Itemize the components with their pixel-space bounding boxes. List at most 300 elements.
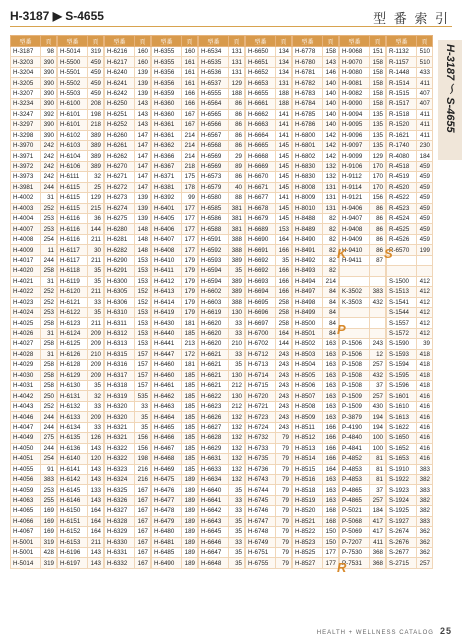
table-row	[152, 516, 198, 526]
page-number-cell: 30	[88, 245, 104, 255]
table-row	[58, 558, 104, 568]
page-number-cell: 153	[276, 224, 292, 234]
page-number-cell: 389	[88, 130, 104, 140]
model-number: H-6100	[58, 99, 88, 109]
page-number-cell: 168	[323, 516, 339, 526]
page-number-cell: 417	[370, 527, 386, 537]
page-number-cell: 166	[276, 287, 292, 297]
column-header-page: 頁	[41, 36, 57, 47]
model-number: P-4853	[340, 464, 370, 474]
page-number-cell: 185	[182, 433, 198, 443]
model-number: H-8501	[293, 328, 323, 338]
page-number-cell: 211	[88, 287, 104, 297]
model-number: H-6366	[152, 151, 182, 161]
page-number-cell: 131	[323, 203, 339, 213]
model-number: H-6642	[199, 506, 229, 516]
table-row	[105, 516, 151, 526]
table-row	[105, 433, 151, 443]
table-row	[387, 349, 433, 359]
table-row	[199, 558, 245, 568]
page-number-cell: 214	[182, 130, 198, 140]
page-number-cell: 35	[229, 548, 245, 558]
model-number: S-1622	[387, 422, 417, 432]
model-number: H-6462	[152, 391, 182, 401]
page-number-cell: 166	[276, 266, 292, 276]
page-number-cell: 258	[276, 297, 292, 307]
table-row	[340, 151, 386, 161]
model-number: H-4047	[11, 422, 41, 432]
page-number-cell: 153	[135, 318, 151, 328]
model-number: H-6778	[293, 47, 323, 57]
model-number: H-4059	[11, 485, 41, 495]
table-row	[105, 255, 151, 265]
table-row	[340, 485, 386, 495]
page-range: H-3187 ▶ S-4655	[10, 9, 104, 23]
page-number-cell: 416	[417, 454, 433, 464]
table-row	[293, 401, 339, 411]
page-number-cell: 177	[182, 214, 198, 224]
page-number-cell: 79	[276, 443, 292, 453]
model-number: R-6570	[387, 245, 417, 255]
page-number-cell: 166	[323, 422, 339, 432]
table-row	[11, 328, 57, 338]
page-number-cell: 82	[323, 234, 339, 244]
page-number-cell: 209	[88, 370, 104, 380]
page-number-cell: 389	[88, 140, 104, 150]
table-row	[293, 161, 339, 171]
model-number: H-6535	[199, 57, 229, 67]
table-row	[58, 172, 104, 182]
table-row	[340, 537, 386, 547]
page-number-cell: 35	[229, 266, 245, 276]
model-number: H-6280	[105, 224, 135, 234]
model-number: H-4066	[11, 516, 41, 526]
table-row	[293, 443, 339, 453]
page-number-cell: 390	[41, 67, 57, 77]
table-row	[58, 287, 104, 297]
model-number: H-8492	[293, 255, 323, 265]
table-row	[199, 67, 245, 77]
page-number-cell: 412	[417, 307, 433, 317]
page-number-cell: 253	[41, 214, 57, 224]
model-number: H-6627	[199, 422, 229, 432]
model-number: P-7531	[340, 558, 370, 568]
page-number-cell: 79	[276, 474, 292, 484]
model-number: H-6291	[105, 266, 135, 276]
table-row	[199, 339, 245, 349]
model-number: S-1652	[387, 443, 417, 453]
table-row	[246, 214, 292, 224]
page-number-cell: 208	[88, 99, 104, 109]
page-number-cell: 164	[323, 464, 339, 474]
page-number-cell: 242	[41, 140, 57, 150]
model-number: H-6151	[58, 516, 88, 526]
model-number: H-9410	[340, 245, 370, 255]
table-row	[152, 506, 198, 516]
page-number-cell: 388	[229, 297, 245, 307]
page-number-cell: 84	[323, 328, 339, 338]
page-number-cell: 33	[229, 506, 245, 516]
table-row	[340, 360, 386, 370]
page-number-cell: 179	[182, 266, 198, 276]
table-row	[293, 276, 339, 286]
table-row	[199, 370, 245, 380]
page-number-cell: 459	[417, 234, 433, 244]
table-row	[105, 57, 151, 67]
table-row	[58, 443, 104, 453]
table-row	[58, 203, 104, 213]
table-row	[11, 339, 57, 349]
table-row	[340, 67, 386, 77]
page-number-cell: 188	[276, 88, 292, 98]
table-row	[105, 287, 151, 297]
page-number-cell: 258	[41, 370, 57, 380]
page-number-cell: 145	[276, 182, 292, 192]
page-number-cell: 151	[370, 47, 386, 57]
page-number-cell: 153	[135, 276, 151, 286]
page-number-cell: 81	[370, 474, 386, 484]
page-number-cell: 158	[370, 57, 386, 67]
table-row	[293, 255, 339, 265]
model-number: H-6628	[199, 433, 229, 443]
column-header-model: 型番	[152, 36, 182, 47]
table-row	[246, 412, 292, 422]
table-row	[152, 381, 198, 391]
table-row	[246, 454, 292, 464]
table-row	[340, 130, 386, 140]
table-row	[293, 130, 339, 140]
table-row	[105, 224, 151, 234]
table-row	[340, 495, 386, 505]
page-number-cell: 143	[88, 558, 104, 568]
table-row	[11, 516, 57, 526]
page-number-cell: 175	[182, 172, 198, 182]
page-number-cell: 389	[229, 276, 245, 286]
model-number: H-9095	[340, 120, 370, 130]
table-row	[199, 485, 245, 495]
page-number-cell: 158	[323, 47, 339, 57]
table-row	[11, 433, 57, 443]
table-row	[152, 360, 198, 370]
table-row	[293, 297, 339, 307]
model-number: H-6723	[246, 412, 276, 422]
table-row	[58, 360, 104, 370]
table-row	[387, 433, 433, 443]
table-row	[58, 224, 104, 234]
table-row	[293, 537, 339, 547]
table-row	[105, 474, 151, 484]
model-number: H-6359	[152, 88, 182, 98]
table-row	[199, 161, 245, 171]
page-number-cell: 156	[370, 193, 386, 203]
table-row	[11, 391, 57, 401]
model-number: H-6153	[58, 537, 88, 547]
page-number-cell: 139	[135, 88, 151, 98]
table-row	[152, 203, 198, 213]
model-number: H-6321	[105, 433, 135, 443]
table-row	[105, 130, 151, 140]
model-number: H-6670	[246, 172, 276, 182]
model-number: H-6360	[152, 109, 182, 119]
column-header-model: 型番	[11, 36, 41, 47]
page-number-cell: 35	[229, 516, 245, 526]
page-number-cell: 254	[41, 234, 57, 244]
table-row	[199, 443, 245, 453]
page-number-cell: 157	[135, 370, 151, 380]
table-row	[152, 495, 198, 505]
model-number: H-6603	[199, 297, 229, 307]
model-number: H-6381	[152, 182, 182, 192]
page-number-cell: 252	[41, 297, 57, 307]
page-number-cell: 130	[229, 370, 245, 380]
page-number-cell: 244	[41, 412, 57, 422]
table-row	[340, 412, 386, 422]
page-number-cell: 84	[323, 307, 339, 317]
model-number: P-4840	[340, 433, 370, 443]
model-number: H-6641	[199, 495, 229, 505]
page-number-cell: 185	[182, 443, 198, 453]
table-row	[340, 120, 386, 130]
table-row	[58, 537, 104, 547]
page-number-cell: 25	[88, 182, 104, 192]
page-number-cell: 252	[41, 287, 57, 297]
page-number-cell: 244	[41, 255, 57, 265]
page-number-cell: 253	[41, 307, 57, 317]
page-number-cell: 89	[229, 161, 245, 171]
model-number: H-8500	[293, 318, 323, 328]
table-row	[58, 276, 104, 286]
model-number: H-6647	[199, 548, 229, 558]
page-number-cell: 214	[182, 151, 198, 161]
table-row	[246, 516, 292, 526]
model-number: R-1517	[387, 99, 417, 109]
model-number: H-6320	[105, 412, 135, 422]
page-number-cell: 79	[276, 558, 292, 568]
side-tab-label: H-3187 ～ S-4655	[444, 44, 456, 133]
model-number: H-5500	[58, 57, 88, 67]
table-row	[246, 485, 292, 495]
table-row	[11, 67, 57, 77]
table-row	[199, 99, 245, 109]
model-number: H-6620	[199, 318, 229, 328]
table-row	[152, 412, 198, 422]
page-number-cell: 189	[182, 495, 198, 505]
table-row	[152, 339, 198, 349]
model-number: H-6270	[105, 161, 135, 171]
table-row	[11, 464, 57, 474]
model-number: P-5068	[340, 516, 370, 526]
page-number-cell: 218	[88, 120, 104, 130]
table-row	[152, 47, 198, 57]
page-number-cell: 258	[276, 307, 292, 317]
table-row	[293, 214, 339, 224]
page-number-cell: 188	[229, 88, 245, 98]
page-number-cell: 194	[370, 412, 386, 422]
table-row	[152, 172, 198, 182]
model-number: H-4065	[11, 506, 41, 516]
model-number: H-6319	[105, 391, 135, 401]
table-row	[340, 381, 386, 391]
model-number: H-8494	[293, 276, 323, 286]
model-number: H-4056	[11, 474, 41, 484]
page-number-cell: 383	[417, 485, 433, 495]
model-number	[340, 307, 370, 317]
table-row	[105, 182, 151, 192]
table-row	[387, 224, 433, 234]
page-number-cell: 33	[229, 537, 245, 547]
page-number-cell: 388	[229, 234, 245, 244]
model-number: H-6565	[199, 109, 229, 119]
model-number: H-8525	[293, 548, 323, 558]
page-number-cell: 139	[135, 203, 151, 213]
model-number: H-4055	[11, 464, 41, 474]
page-number-cell: 144	[276, 339, 292, 349]
page-number-cell: 167	[135, 495, 151, 505]
page-number-cell: 153	[135, 266, 151, 276]
model-number: H-6469	[152, 464, 182, 474]
page-number-cell: 179	[182, 287, 198, 297]
table-row	[293, 182, 339, 192]
model-number: H-6101	[58, 120, 88, 130]
page-number-cell: 33	[88, 297, 104, 307]
page-number-cell: 188	[276, 99, 292, 109]
model-number: H-4009	[11, 245, 41, 255]
page-number-cell: 253	[41, 485, 57, 495]
model-number: H-6401	[152, 203, 182, 213]
model-number: H-6463	[152, 401, 182, 411]
table-row	[340, 548, 386, 558]
page-number-cell: 33	[135, 401, 151, 411]
page-number-cell: 82	[323, 224, 339, 234]
page-number-cell: 407	[417, 88, 433, 98]
model-number: H-6478	[152, 506, 182, 516]
table-row	[11, 370, 57, 380]
page-number-cell: 381	[229, 214, 245, 224]
column-header-model: 型番	[340, 36, 370, 47]
model-number: H-6318	[105, 381, 135, 391]
page-number-cell: 146	[323, 67, 339, 77]
model-number: S-2674	[387, 527, 417, 537]
table-row	[11, 130, 57, 140]
index-column-9	[386, 35, 433, 569]
model-number: H-8490	[293, 234, 323, 244]
model-number: H-6371	[152, 172, 182, 182]
table-row	[11, 224, 57, 234]
table-row	[340, 245, 386, 255]
model-number: H-6260	[105, 130, 135, 140]
model-number: P-1506	[340, 339, 370, 349]
model-number: H-6693	[246, 276, 276, 286]
table-row	[199, 234, 245, 244]
page-number-cell: 135	[370, 109, 386, 119]
model-number: H-6355	[152, 47, 182, 57]
table-row	[105, 245, 151, 255]
model-number: H-6800	[293, 130, 323, 140]
page-number-cell: 185	[182, 381, 198, 391]
page-header	[0, 0, 462, 30]
page-number-cell: 185	[182, 328, 198, 338]
table-row	[246, 328, 292, 338]
model-number: P-3879	[340, 412, 370, 422]
table-row	[340, 57, 386, 67]
table-row	[387, 474, 433, 484]
page-number-cell: 212	[229, 381, 245, 391]
page-number-cell: 163	[323, 401, 339, 411]
page-number-cell: 131	[276, 78, 292, 88]
table-row	[11, 412, 57, 422]
page-number-cell: 189	[182, 527, 198, 537]
table-row	[246, 130, 292, 140]
table-row	[152, 234, 198, 244]
model-number: H-6592	[199, 245, 229, 255]
table-row	[293, 318, 339, 328]
page-number-cell: 257	[370, 391, 386, 401]
table-row	[246, 307, 292, 317]
model-number: H-4026	[11, 328, 41, 338]
table-row	[199, 203, 245, 213]
model-number: H-6328	[105, 516, 135, 526]
model-number: H-6588	[199, 224, 229, 234]
model-number: H-9114	[340, 182, 370, 192]
page-number-cell: 181	[182, 360, 198, 370]
model-number: H-6408	[152, 245, 182, 255]
table-row	[387, 370, 433, 380]
model-number: S-1500	[387, 276, 417, 286]
table-row	[340, 88, 386, 98]
page-number-cell: 389	[88, 161, 104, 171]
table-row	[58, 506, 104, 516]
model-number: H-4046	[11, 412, 41, 422]
table-row	[246, 339, 292, 349]
model-number: H-6585	[199, 203, 229, 213]
table-row	[199, 506, 245, 516]
page-number-cell: 189	[182, 516, 198, 526]
table-row	[387, 172, 433, 182]
page-number-cell: 216	[135, 474, 151, 484]
page-number-cell: 211	[88, 537, 104, 547]
table-row	[58, 349, 104, 359]
page-number-cell: 33	[229, 318, 245, 328]
table-row	[105, 548, 151, 558]
model-number: H-6733	[246, 443, 276, 453]
page-number-cell: 79	[276, 537, 292, 547]
page-number-cell: 147	[135, 172, 151, 182]
page-number-cell: 98	[41, 47, 57, 57]
page-number-cell: 166	[323, 454, 339, 464]
model-number: R-1515	[387, 88, 417, 98]
model-number: S-1925	[387, 506, 417, 516]
model-number: R-1621	[387, 130, 417, 140]
table-row	[387, 454, 433, 464]
page-number-cell: 390	[41, 88, 57, 98]
page-number-cell: 181	[182, 318, 198, 328]
table-row	[105, 234, 151, 244]
model-number: R-4524	[387, 214, 417, 224]
page-number-cell: 418	[417, 381, 433, 391]
model-number: H-6714	[246, 370, 276, 380]
model-number: H-4050	[11, 443, 41, 453]
table-row	[387, 255, 433, 265]
page-number-cell: 145	[276, 203, 292, 213]
table-row	[340, 474, 386, 484]
page-number-cell: 139	[135, 214, 151, 224]
page-number-cell: 33	[229, 328, 245, 338]
table-row	[387, 88, 433, 98]
model-number: H-6555	[199, 88, 229, 98]
model-number: H-6367	[152, 161, 182, 171]
model-number: H-8505	[293, 370, 323, 380]
model-number: H-6361	[152, 120, 182, 130]
